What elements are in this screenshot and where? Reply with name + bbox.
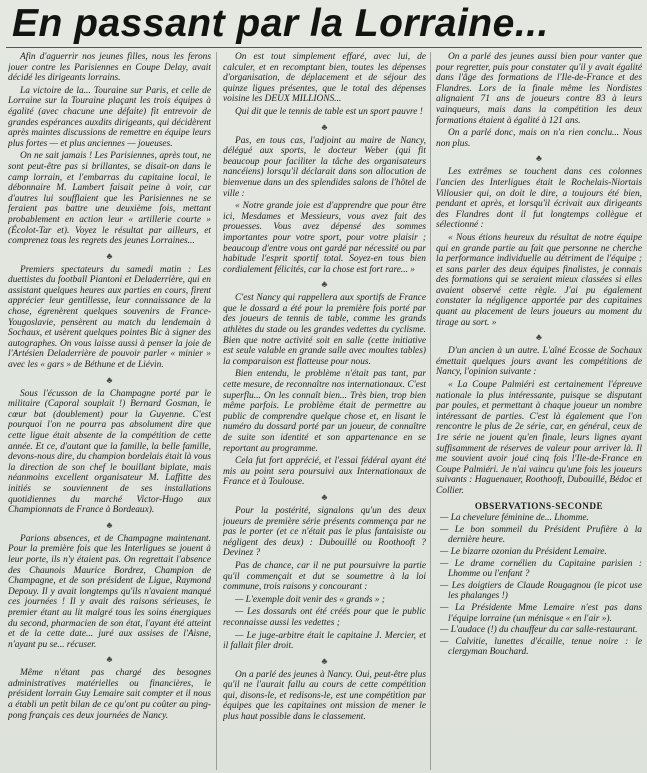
section-separator: ♣: [321, 121, 328, 132]
column-3: [436, 52, 642, 770]
observations-title: OBSERVATIONS-SECONDE: [474, 500, 604, 511]
section-separator: ♣: [536, 153, 542, 164]
paragraph: On est tout simplement effaré, avec lui, de calculer, et en recomptant bien, toutes les dépenses d'organisation, de déplacement et de séjour des quinze ligues présentes, que le total des dépenses voisine les DEUX MILLIONS...: [223, 52, 426, 105]
paragraph: « Notre grande joie est d'apprendre que pour être ici, Mesdames et Messieurs, vous avez fait des prouesses. Vous avez dépensé des sommes importantes pour votre sport, pour votre plaisir ; beaucoup d'entre vous ont gardé par nécessité ou par habitude l'esprit sportif total. Soyez-en tous bien cordialement félicités, car la chose est fort rare... »: [223, 201, 426, 275]
section-separator: ♣: [536, 332, 542, 343]
observation-item: — La Présidente Mme Lemaire n'est pas dans l'équipe lorraine (un ménisque « en l'air »).: [436, 603, 642, 624]
paragraph: « La Coupe Palmiéri est certainement l'épreuve nationale la plus intéressante, puisque se disputant par poules, et permettant à chaque joueur un nombre intéressant de parties. C'est là également que l'on rencontre le plus de 2e série, car, en général, ceux de 1re série ne jouent qu'en finale, leurs lignes ayant suffisamment de réserves de valeur pour arriver là. Il me souvient avoir joué cinq fois l'Ile-de-France en Coupe Palmiéri. Je n'ai vaincu qu'une fois les joueurs suivants : Haguenauer, Roothooft, Dubouillé, Bédoc et Collier.: [436, 380, 642, 496]
paragraph: Cela fut fort apprécié, et l'essai fédéral ayant été mis au point sera poursuivi aux Internationaux de France et à Toulouse.: [223, 456, 426, 488]
paragraph: Les extrêmes se touchent dans ces colonnes l'ancien des Interligues était le Rochelais-Niortais Villousier qui, on doit le dire, a toujours été bien, pendant et après, et lorsqu'il écrivait aux dirigeants des Flandres dont il fut longtemps collègue et sélectionné :: [436, 167, 642, 231]
observation-item: — L'audace (!) du chauffeur du car salle-restaurant.: [436, 625, 642, 636]
headline-rule: [6, 47, 642, 48]
paragraph: On a parlé des jeunes aussi bien pour vanter que pour regretter, puis pour constater qu'il y avait égalité dans l'âge des formations de l'Ile-de-France et des Flandres. Lors de la finale même les Nordistes alignaient 71 ans de joueurs contre 83 à leurs vainqueurs, mais dans la compétition les deux formations étaient à égalité à 121 ans.: [436, 52, 642, 126]
observation-item: — Le drame cornélien du Capitaine parisien : Lhomme ou l'enfant ?: [436, 559, 642, 580]
paragraph: — Le juge-arbitre était le capitaine J. Mercier, et il fallait filer droit.: [223, 630, 426, 652]
paragraph: Parions absences, et de Champagne maintenant. Pour la première fois que les Interligues se jouent à leur porte, ils n'y étaient pas. On regrettait l'absence des Chaunois Maurice Bordrez, Champion de Champagne, et de son président de Ligue, Raymond Depouy. Il y avait longtemps qu'ils n'avaient manqué ces journées ! Il y avait des raisons sérieuses, le premier étant au lit malgré tous les soins énergiques du second, pharmacien de son état, l'ayant été atteint et de la cette date... juré aux assises de l'Aisne, n'ayant pu se... récuser.: [8, 533, 211, 650]
paragraph: Afin d'aguerrir nos jeunes filles, nous les ferons jouer contre les Parisiennes en Coupe Delay, avait décidé les dirigeants lorrains.: [8, 52, 211, 84]
paragraph: Premiers spectateurs du samedi matin : Les duettistes du football Piantoni et Deladerrière, qui en assistant quelques heures aux parties en cours, firent apprécier leur gentillesse, leur connaissance de la chose, égrenèrent quelques souvenirs de France-Yougoslavie, pensèrent au match du lendemain à Sochaux, et usèrent quelques pointes Bic à signer des autographes. On vous laisse aussi à penser la joie de l'Artésien Deladerrière de pouvoir parler « minier » avec les « gars » de Béthune et de Liévin.: [8, 264, 211, 371]
section-separator: ♣: [321, 655, 328, 666]
observation-item: — Le bizarre ozonian du Président Lemaire.: [436, 547, 642, 558]
paragraph: — Les dossards ont été créés pour que le public reconnaisse aussi les vedettes ;: [223, 607, 426, 628]
paragraph: C'est Nancy qui rappellera aux sportifs de France que le dossard a été pour la première fois porté par des joueurs de tennis de table, comme les grands athlètes du stade ou les grandes vedettes du cyclisme. Bien que notre activité soit en salle (cette initiative est seule valable en grande salle avec moultes tables) la comparaison est flatteuse pour nous.: [223, 293, 426, 367]
observation-item: — La chevelure féminine de... Lhomme.: [436, 513, 642, 524]
section-separator: ♣: [106, 654, 113, 665]
paragraph: Pour la postérité, signalons qu'un des deux joueurs de première série présents commença par ne pas le porter (et ce n'était pas le plus fantaisiste ou négligent des deux) : Dubouillé ou Roothooft ? Devinez ?: [223, 505, 426, 559]
paragraph: On a parlé des jeunes à Nancy. Oui, peut-être plus qu'il ne l'aurait fallu au cours de cette compétition qui, disons-le, et redisons-le, est une compétition par équipes que les capitaines ont mission de mener le plus haut possible dans le classement.: [223, 669, 426, 723]
headline: En passant par la Lorraine...: [12, 2, 549, 45]
paragraph: Pas, en tous cas, l'adjoint au maire de Nancy, délégué aux sports, le docteur Weber (qui fit beaucoup pour faciliter la tâche des organisateurs nancéiens) lorsqu'il déclarait dans son allocution de bienvenue dans un des splendides salons de l'hôtel de ville :: [223, 135, 426, 199]
paragraph: On a parlé donc, mais on n'a rien conclu... Nous non plus.: [436, 128, 642, 149]
paragraph: Sous l'écusson de la Champagne porté par le militaire (Caporal souplait !) Bernard Gosman, le cœur bat (doublement) pour la Guyenne. C'est pourquoi l'on ne pourra pas absolument dire que cette ligue était absente de la compétition de cette année. Et ce, d'autant que la famille, la belle famille, devons-nous dire, du champion bordelais était là vous la direction de son chef le bouillant biplate, mais néanmoins excellent organisateur M. Laffitte des initiés se souviennent de ses installations quotidiennes du marché Victor-Hugo aux Championnats de France à Bordeaux).: [8, 388, 211, 516]
observation-item: — Le bon sommeil du Président Prufière à la dernière heure.: [436, 525, 642, 546]
section-separator: ♣: [321, 279, 328, 290]
paragraph: La victoire de la... Touraine sur Paris, et celle de Lorraine sur la Touraine plaçant les trois équipes à égalité (avec chacune une défaite) fit entrevoir de grandes espérances auxdits dirigeants, qui décidèrent après maintes discussions de remettre en équipe leurs plus fortes — et plus anciennes — joueuses.: [8, 85, 211, 149]
column-1: [8, 52, 211, 770]
section-separator: ♣: [106, 250, 113, 261]
column-divider: [216, 52, 217, 770]
paragraph: — L'exemple doit venir des « grands » ;: [235, 594, 385, 605]
section-separator: ♣: [321, 491, 328, 502]
paragraph: Bien entendu, le problème n'était pas tant, par cette mesure, de reconnaître nos internationaux. C'est superflu... On les connaît bien... Très bien, trop bien même parfois. Le problème était de permettre au public de comprendre quelque chose et, en lisant le numéro du dossard porté par un joueur, de connaître de suite son identité et son appartenance en se reportant au programme.: [223, 369, 426, 454]
paragraph: Qui dit que le tennis de table est un sport pauvre !: [235, 106, 423, 117]
paragraph: « Nous étions heureux du résultat de notre équipe qui en grande partie au fait que personne ne cherche la performance individuelle au détriment de l'équipe ; et sans parler des deux équipes finalistes, je connais des formations qui se seraient mieux classées si elles avaient observé cette règle. J'ai pu également constater la négligence apportée par des capitaines quant au placement de leurs joueurs au moment du tirage au sort. »: [436, 232, 642, 328]
column-2: [223, 52, 426, 770]
paragraph: Pas de chance, car il ne put poursuivre la partie qu'il commençait et dut se soumettre à la loi commune, trois raisons y concourant :: [223, 560, 426, 593]
observation-item: — Les doigtiers de Claude Rougagnou (le picot use les phalanges !): [436, 581, 642, 602]
column-divider: [430, 52, 431, 770]
section-separator: ♣: [106, 374, 113, 385]
paragraph: Même n'étant pas chargé des besognes administratives matérielles ou financières, le président lorrain Guy Lemaire sait compter et il nous a établi un petit bilan de ce qu'ont pu coûter au ping-pong français ces deux journées de Nancy.: [8, 668, 211, 721]
section-separator: ♣: [106, 519, 113, 530]
paragraph: On ne sait jamais ! Les Parisiennes, après tout, ne sont peut-être pas si brillantes, se disait-on dans le camp lorrain, et l'embarras du capitaine local, le débonnaire M. Lambert faisait peine à voir, car d'autres lui soufflaient que les Parisiennes ne se feraient pas battre une deuxième fois, mettant probablement en action leur « artillerie courte » (Écolot-Tar et). Voyez le résultat par ailleurs, et comprenez tous les regrets des jeunes Lorraines...: [8, 151, 211, 247]
paragraph: D'un ancien à un autre. L'aîné Ecosse de Sochaux émettait quelques jours avant les compétitions de Nancy, l'opinion suivante :: [436, 346, 642, 378]
observation-item: — Calvitie, lunettes d'écaille, tenue noire : le clergyman Bouchard.: [436, 637, 642, 658]
